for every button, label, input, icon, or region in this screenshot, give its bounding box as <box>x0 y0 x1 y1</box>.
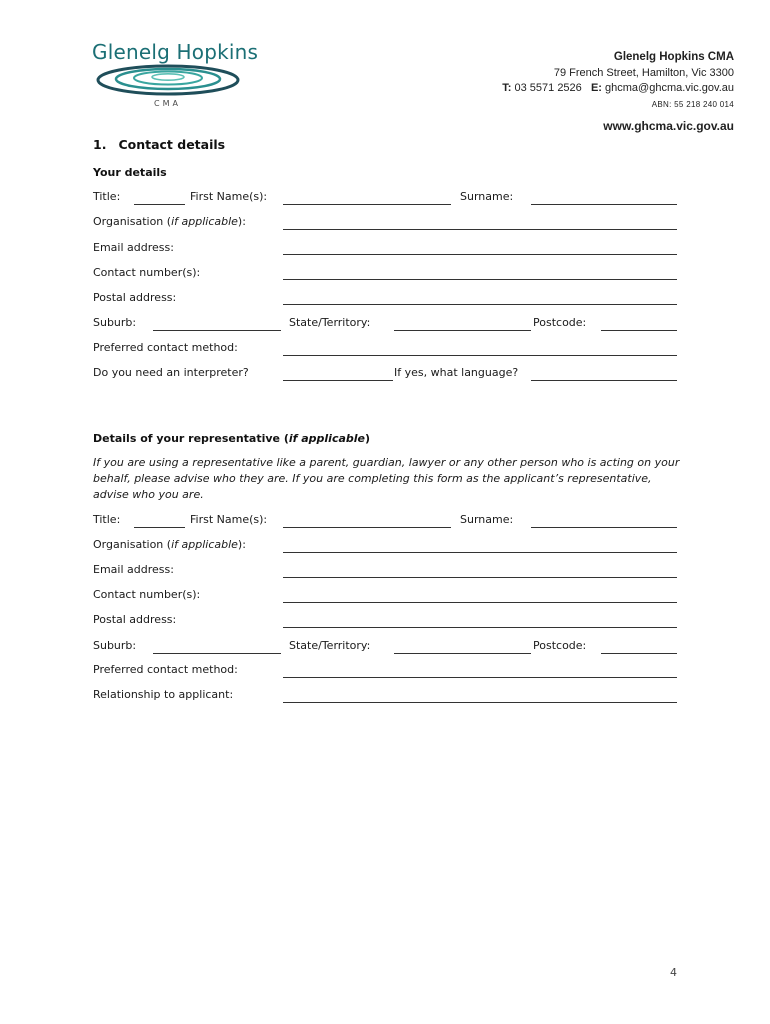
org-website[interactable]: www.ghcma.vic.gov.au <box>603 119 734 133</box>
representative-heading: Details of your representative (if applicable) <box>93 432 371 445</box>
logo-ripple-icon <box>96 62 246 98</box>
rep-title-field[interactable] <box>134 527 185 528</box>
section-title: Contact details <box>118 137 226 152</box>
postcode-label: Postcode: <box>533 316 587 329</box>
postal-address-field[interactable] <box>283 304 677 305</box>
title-label: Title: <box>93 190 121 203</box>
rep-postal-address-field[interactable] <box>283 627 677 628</box>
rep-contact-number-field[interactable] <box>283 602 677 603</box>
title-field[interactable] <box>134 204 185 205</box>
your-details-heading: Your details <box>93 166 167 179</box>
org-abn: ABN: 55 218 240 014 <box>651 100 734 109</box>
rep-organisation-field[interactable] <box>283 552 677 553</box>
postcode-field[interactable] <box>601 330 677 331</box>
section-number: 1. <box>93 137 107 152</box>
rep-preferred-contact-field[interactable] <box>283 677 677 678</box>
rep-state-label: State/Territory: <box>289 639 371 652</box>
rep-first-name-field[interactable] <box>283 527 451 528</box>
rep-postcode-field[interactable] <box>601 653 677 654</box>
relationship-field[interactable] <box>283 702 677 703</box>
interpreter-field[interactable] <box>283 380 393 381</box>
contact-number-field[interactable] <box>283 279 677 280</box>
rep-surname-label: Surname: <box>460 513 514 526</box>
section-heading <box>93 137 225 152</box>
rep-contact-number-label: Contact number(s): <box>93 588 201 601</box>
email-label: Email address: <box>93 241 174 254</box>
org-address: 79 French Street, Hamilton, Vic 3300 <box>553 67 734 79</box>
org-name: Glenelg Hopkins CMA <box>613 51 734 63</box>
state-field[interactable] <box>394 330 531 331</box>
preferred-contact-label: Preferred contact method: <box>93 341 238 354</box>
representative-instructions: If you are using a representative like a parent, guardian, lawyer or any other person who is acting on your behalf, please advise who they are. If you are completing this form as the applicant’s representative, advise who you are. <box>93 456 680 501</box>
rep-first-name-label: First Name(s): <box>190 513 268 526</box>
organisation-field[interactable] <box>283 229 677 230</box>
language-field[interactable] <box>531 380 677 381</box>
suburb-field[interactable] <box>153 330 281 331</box>
preferred-contact-field[interactable] <box>283 355 677 356</box>
rep-organisation-label: Organisation (if applicable): <box>93 538 246 551</box>
contact-number-label: Contact number(s): <box>93 266 201 279</box>
org-phone: 03 5571 2526 <box>514 82 582 94</box>
page-number: 4 <box>670 966 677 979</box>
logo-subtitle: CMA <box>154 99 181 108</box>
org-contact-line: T: 03 5571 2526 E: ghcma@ghcma.vic.gov.au <box>502 82 734 94</box>
relationship-label: Relationship to applicant: <box>93 688 234 701</box>
rep-email-field[interactable] <box>283 577 677 578</box>
logo-wordmark: Glenelg Hopkins <box>92 40 259 64</box>
rep-suburb-label: Suburb: <box>93 639 137 652</box>
surname-label: Surname: <box>460 190 514 203</box>
first-name-label: First Name(s): <box>190 190 268 203</box>
suburb-label: Suburb: <box>93 316 137 329</box>
rep-suburb-field[interactable] <box>153 653 281 654</box>
rep-email-label: Email address: <box>93 563 174 576</box>
rep-postal-address-label: Postal address: <box>93 613 177 626</box>
rep-surname-field[interactable] <box>531 527 677 528</box>
org-email: ghcma@ghcma.vic.gov.au <box>605 82 734 94</box>
email-field[interactable] <box>283 254 677 255</box>
first-name-field[interactable] <box>283 204 451 205</box>
surname-field[interactable] <box>531 204 677 205</box>
rep-postcode-label: Postcode: <box>533 639 587 652</box>
language-label: If yes, what language? <box>394 366 519 379</box>
rep-state-field[interactable] <box>394 653 531 654</box>
state-label: State/Territory: <box>289 316 371 329</box>
organisation-label: Organisation (if applicable): <box>93 215 246 228</box>
rep-preferred-contact-label: Preferred contact method: <box>93 663 238 676</box>
interpreter-label: Do you need an interpreter? <box>93 366 249 379</box>
postal-address-label: Postal address: <box>93 291 177 304</box>
rep-title-label: Title: <box>93 513 121 526</box>
